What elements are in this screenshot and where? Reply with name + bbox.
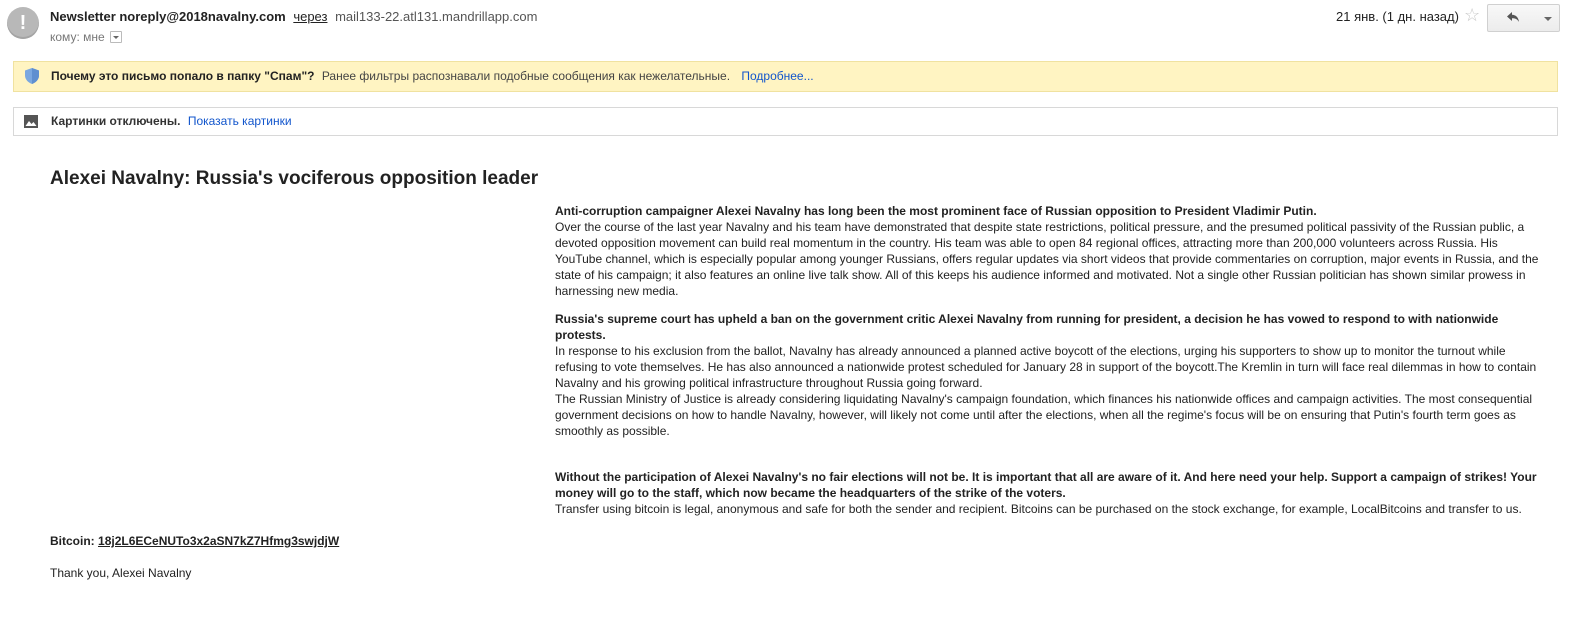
paragraph-3-body: Transfer using bitcoin is legal, anonymous and safe for both the sender and recipient. Bitcoins can be purchased on the stock exchange, for example, LocalBitcoins and transfer to us. [555, 502, 1522, 516]
learn-more-link[interactable]: Подробнее... [741, 69, 814, 83]
paragraph-1-heading: Anti-corruption campaigner Alexei Navalny has long been the most prominent face of Russian opposition to President Vladimir Putin. [555, 204, 1317, 218]
paragraph-3-heading: Without the participation of Alexei Navalny's no fair elections will not be. It is important that all are aware of it. And here need your help. Support a campaign of strikes! Your money will go to the staff, which now became the headquarters of the strike of the voters. [555, 470, 1537, 500]
bitcoin-line [50, 533, 1545, 549]
image-icon [24, 115, 38, 128]
exclamation-avatar-icon: ! [7, 7, 39, 39]
via-link[interactable]: через [293, 9, 328, 24]
bitcoin-label: Bitcoin: [50, 534, 95, 548]
spam-explanation: Ранее фильтры распознавали подобные сообщения как нежелательные. [321, 69, 731, 83]
details-dropdown-icon[interactable] [110, 31, 122, 43]
reply-arrow-icon [1506, 11, 1520, 23]
email-body [50, 160, 1545, 581]
message-header [0, 0, 1584, 56]
sender-name[interactable]: Newsletter noreply@2018navalny.com [50, 9, 286, 24]
star-outline-icon[interactable]: ☆ [1464, 5, 1481, 25]
email-title: Alexei Navalny: Russia's vociferous opposition leader [50, 168, 539, 189]
spam-question: Почему это письмо попало в папку "Спам"? [51, 69, 315, 83]
recipient-line [50, 30, 122, 44]
images-disabled-notice [13, 107, 1558, 136]
reply-button[interactable] [1487, 4, 1539, 32]
spam-notice [13, 61, 1558, 92]
signoff: Thank you, Alexei Navalny [50, 566, 192, 580]
spam-notice-text [51, 62, 814, 91]
more-actions-button[interactable] [1537, 4, 1560, 32]
show-images-link[interactable]: Показать картинки [187, 114, 292, 128]
paragraph-2-body-1: In response to his exclusion from the ballot, Navalny has already announced a planned active boycott of the elections, urging his supporters to show up to monitor the turnout while refusing to vote themselves. He has also announced a nationwide protest scheduled for January 28 in support of the boycott.The Kremlin in turn will face real dilemmas in how to contain Navalny and his growing political infrastructure throughout Russia going forward. [555, 344, 1537, 390]
images-notice-text [51, 108, 292, 135]
sender-line [50, 9, 537, 24]
blocked-image-area [50, 203, 555, 503]
recipient-label: кому: мне [50, 30, 105, 44]
paragraph-2-body-2: The Russian Ministry of Justice is already considering liquidating Navalny's campaign foundation, which finances his nationwide offices and campaign activities. The most consequential government decisions on how to handle Navalny, however, will likely not come until after the elections, when all the regime's focus will be on ensuring that Putin's fourth term goes as smoothly as possible. [555, 392, 1533, 438]
paragraph-2-heading: Russia's supreme court has upheld a ban on the government critic Alexei Navalny from running for president, a decision he has vowed to respond to with nationwide protests. [555, 312, 1499, 342]
images-disabled-label: Картинки отключены. [51, 114, 181, 128]
paragraph-1-body: Over the course of the last year Navalny and his team have demonstrated that despite state restrictions, political pressure, and the presumed political passivity of the Russian public, a devoted opposition movement can build real momentum in the country. His team was able to open 84 regional offices, attracting more than 200,000 volunteers across Russia. His YouTube channel, which is especially popular among younger Russians, offers regular updates via short videos that provide commentaries on corruption, major events in Russia, and the state of his campaign; it also features an online live talk show. All of this keeps his audience informed and motivated. Not a single other Russian politician has shown similar prowess in harnessing new media. [555, 220, 1539, 298]
message-date: 21 янв. (1 дн. назад) [1336, 9, 1459, 24]
bitcoin-address-link[interactable]: 18j2L6ECeNUTo3x2aSN7kZ7Hfmg3swjdjW [98, 534, 340, 548]
shield-icon [25, 68, 39, 84]
relay-domain: mail133-22.atl131.mandrillapp.com [335, 9, 538, 24]
